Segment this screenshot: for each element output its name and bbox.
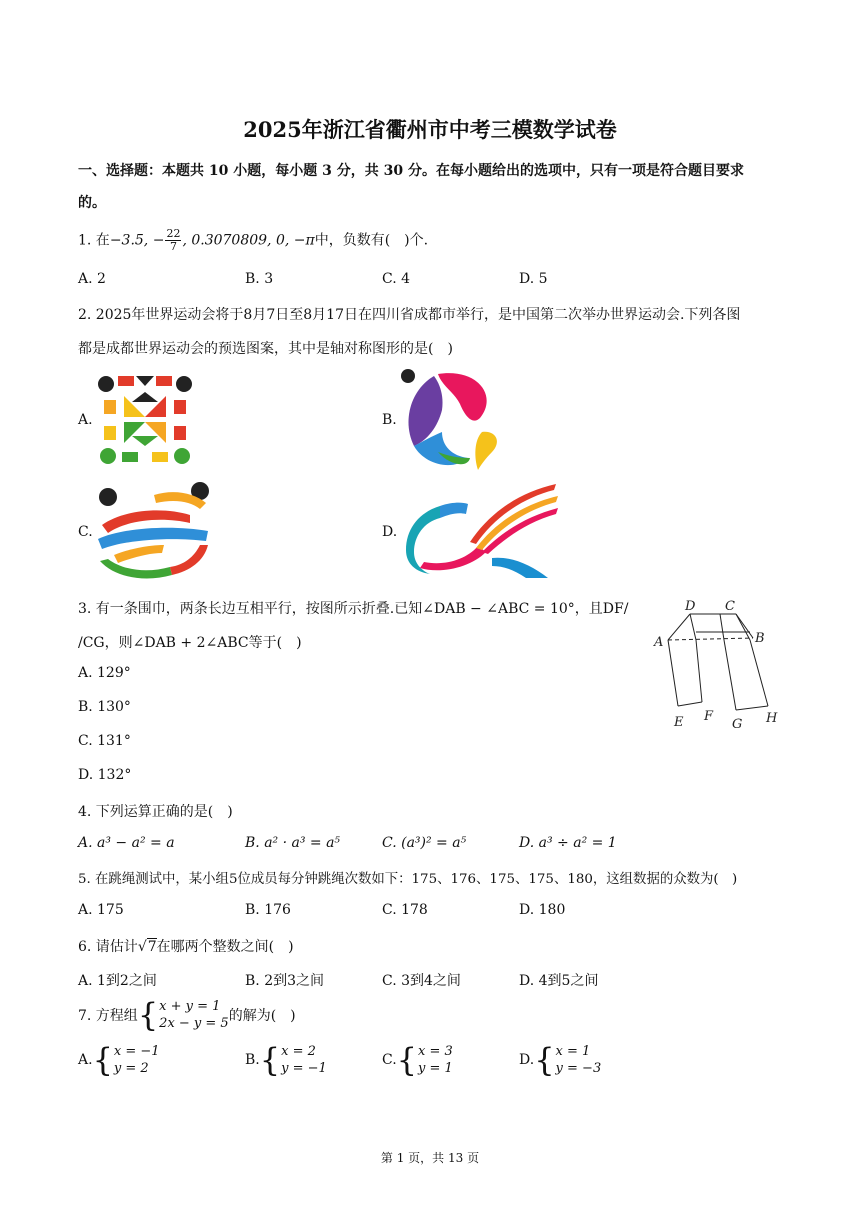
fraction: $\frac{22}{7}$	[166, 227, 181, 253]
q4-option-c[interactable]: C. (a³)² = a⁵	[382, 835, 467, 851]
q2-option-a-label[interactable]: A.	[78, 412, 93, 428]
section-heading: 一、选择题：本题共 10 小题，每小题 3 分，共 30 分。在每小题给出的选项中，只有一项是符合题目要求	[78, 163, 744, 179]
label-e: E	[674, 715, 684, 730]
q1-option-a[interactable]: A. 2	[78, 271, 106, 287]
q2-logo-c[interactable]	[94, 479, 212, 585]
q3-scarf-figure	[650, 596, 786, 736]
question-7: 7. 方程组{ x + y = 1 2x − y = 5 的解为( )	[78, 996, 296, 1034]
question-3: 3. 有一条围巾，两条长边互相平行，按图所示折叠.已知∠DAB − ∠ABC = 10°，且DF/	[78, 601, 629, 617]
label-f: F	[704, 709, 714, 724]
q7-option-d[interactable]: D.{ x = 1 y = −3	[519, 1041, 602, 1079]
section-heading-cont: 的。	[78, 195, 106, 211]
question-3-cont: /CG，则∠DAB + 2∠ABC等于( )	[78, 635, 302, 651]
q6-option-d[interactable]: D. 4到5之间	[519, 973, 599, 989]
q3-option-c[interactable]: C. 131°	[78, 733, 131, 749]
label-b: B	[755, 631, 765, 646]
q2-option-d-label[interactable]: D.	[382, 524, 398, 540]
page-title: 2025年浙江省衢州市中考三模数学试卷	[243, 117, 617, 142]
q5-option-a[interactable]: A. 175	[78, 902, 124, 918]
label-c: C	[725, 599, 735, 614]
label-h: H	[766, 711, 778, 726]
q4-option-b[interactable]: B. a² · a³ = a⁵	[245, 835, 341, 851]
q1-option-d[interactable]: D. 5	[519, 271, 548, 287]
q3-option-b[interactable]: B. 130°	[78, 699, 131, 715]
question-1: 1. 在−3.5, − $\frac{22}{7}$ , 0.3070809, 0, −π中，负数有( )个.	[78, 227, 429, 253]
q7-option-a[interactable]: A.{ x = −1 y = 2	[78, 1041, 160, 1079]
q2-logo-b[interactable]	[398, 366, 502, 472]
q4-option-d[interactable]: D. a³ ÷ a² = 1	[519, 835, 617, 851]
q6-option-a[interactable]: A. 1到2之间	[78, 973, 157, 989]
q2-logo-d[interactable]	[400, 482, 560, 580]
q6-option-b[interactable]: B. 2到3之间	[245, 973, 325, 989]
q4-option-a[interactable]: A. a³ − a² = a	[78, 835, 175, 851]
q2-option-b-label[interactable]: B.	[382, 412, 397, 428]
label-d: D	[685, 599, 696, 614]
radicand: 7	[147, 939, 157, 955]
q3-option-d[interactable]: D. 132°	[78, 767, 132, 783]
q2-logo-a[interactable]	[96, 372, 194, 467]
label-g: G	[732, 717, 743, 732]
q2-option-c-label[interactable]: C.	[78, 524, 93, 540]
label-a: A	[654, 635, 664, 650]
q6-option-c[interactable]: C. 3到4之间	[382, 973, 461, 989]
question-2-cont: 都是成都世界运动会的预选图案，其中是轴对称图形的是( )	[78, 341, 453, 357]
question-5: 5. 在跳绳测试中，某小组5位成员每分钟跳绳次数如下：175、176、175、175、180，这组数据的众数为( )	[78, 872, 738, 887]
question-2: 2. 2025年世界运动会将于8月7日至8月17日在四川省成都市举行，是中国第二次举办世界运动会.下列各图	[78, 307, 741, 323]
question-6: 6. 请估计√7在哪两个整数之间( )	[78, 939, 294, 955]
q5-option-d[interactable]: D. 180	[519, 902, 566, 918]
page-footer: 第 1 页，共 13 页	[380, 1151, 480, 1165]
q7-option-c[interactable]: C.{ x = 3 y = 1	[382, 1041, 453, 1079]
sqrt-sign: √	[137, 939, 147, 955]
q5-option-b[interactable]: B. 176	[245, 902, 291, 918]
q3-option-a[interactable]: A. 129°	[78, 665, 131, 681]
q7-option-b[interactable]: B.{ x = 2 y = −1	[245, 1041, 327, 1079]
q1-option-b[interactable]: B. 3	[245, 271, 274, 287]
q5-option-c[interactable]: C. 178	[382, 902, 428, 918]
q1-option-c[interactable]: C. 4	[382, 271, 411, 287]
question-4: 4. 下列运算正确的是( )	[78, 804, 233, 820]
equation-system: x + y = 1 2x − y = 5	[159, 999, 229, 1031]
